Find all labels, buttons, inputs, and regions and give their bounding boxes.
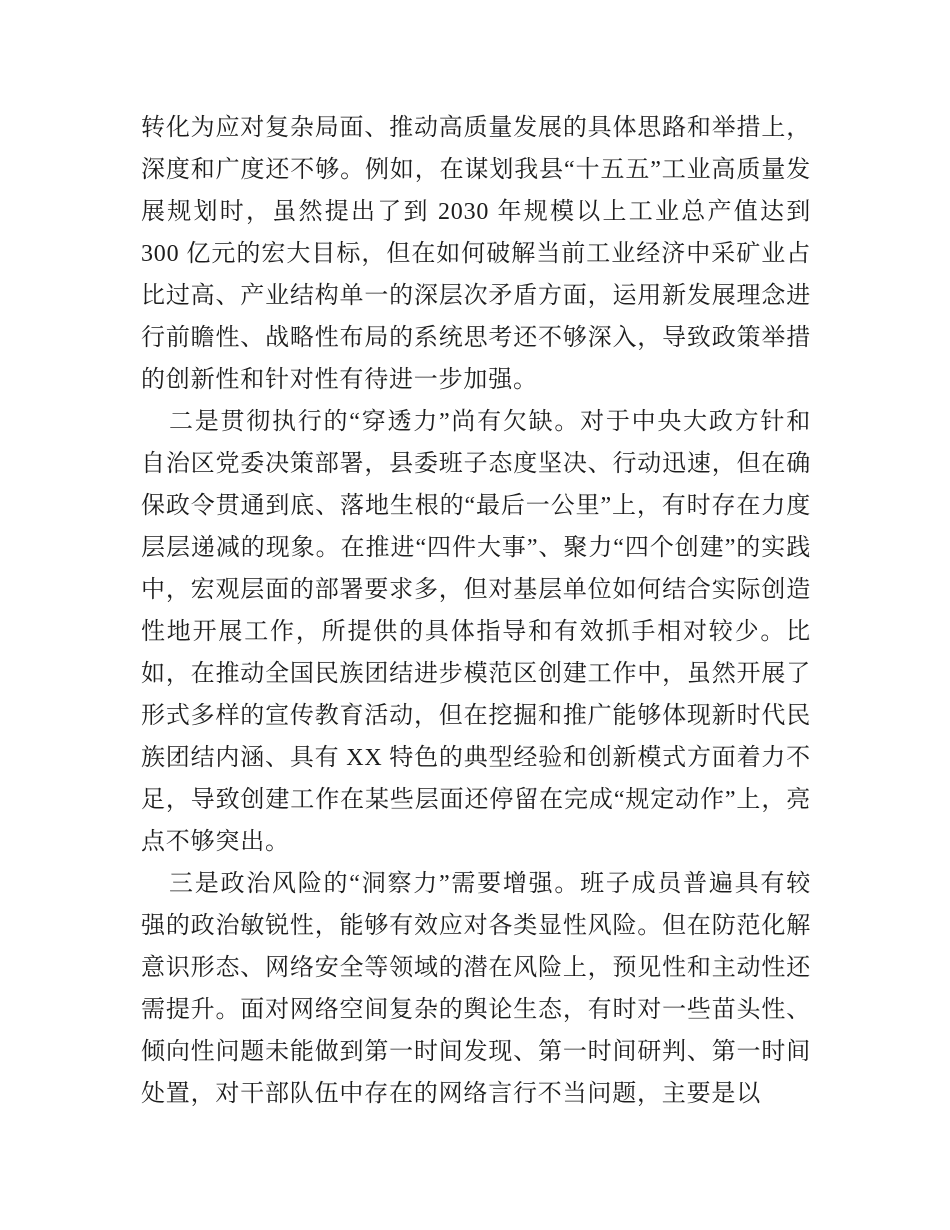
paragraph-point-three: 三是政治风险的“洞察力”需要增强。班子成员普遍具有较强的政治敏锐性，能够有效应对各类显性风险。但在防范化解意识形态、网络安全等领域的潜在风险上，预见性和主动性还需提升。面对网络空间复杂的舆论生态，有时对一些苗头性、倾向性问题未能做到第一时间发现、第一时间研判、第一时间处置，对干部队伍中存在的网络言行不当问题，主要是以 <box>141 871 811 1107</box>
paragraph-point-two: 二是贯彻执行的“穿透力”尚有欠缺。对于中央大政方针和自治区党委决策部署，县委班子态度坚决、行动迅速，但在确保政令贯通到底、落地生根的“最后一公里”上，有时存在力度层层递减的现象。在推进“四件大事”、聚力“四个创建”的实践中，宏观层面的部署要求多，但对基层单位如何结合实际创造性地开展工作，所提供的具体指导和有效抓手相对较少。比如，在推动全国民族团结进步模范区创建工作中，虽然开展了形式多样的宣传教育活动，但在挖掘和推广能够体现新时代民族团结内涵、具有 XX 特色的典型经验和创新模式方面着力不足，导致创建工作在某些层面还停留在完成“规定动作”上，亮点不够突出。 <box>141 409 811 855</box>
document-page <box>141 107 811 1115</box>
paragraph-continuation: 转化为应对复杂局面、推动高质量发展的具体思路和举措上，深度和广度还不够。例如，在谋划我县“十五五”工业高质量发展规划时，虽然提出了到 2030 年规模以上工业总产值达到 300 亿元的宏大目标，但在如何破解当前工业经济中采矿业占比过高、产业结构单一的深层次矛盾方面，运用新发展理念进行前瞻性、战略性布局的系统思考还不够深入，导致政策举措的创新性和针对性有待进一步加强。 <box>141 115 811 393</box>
